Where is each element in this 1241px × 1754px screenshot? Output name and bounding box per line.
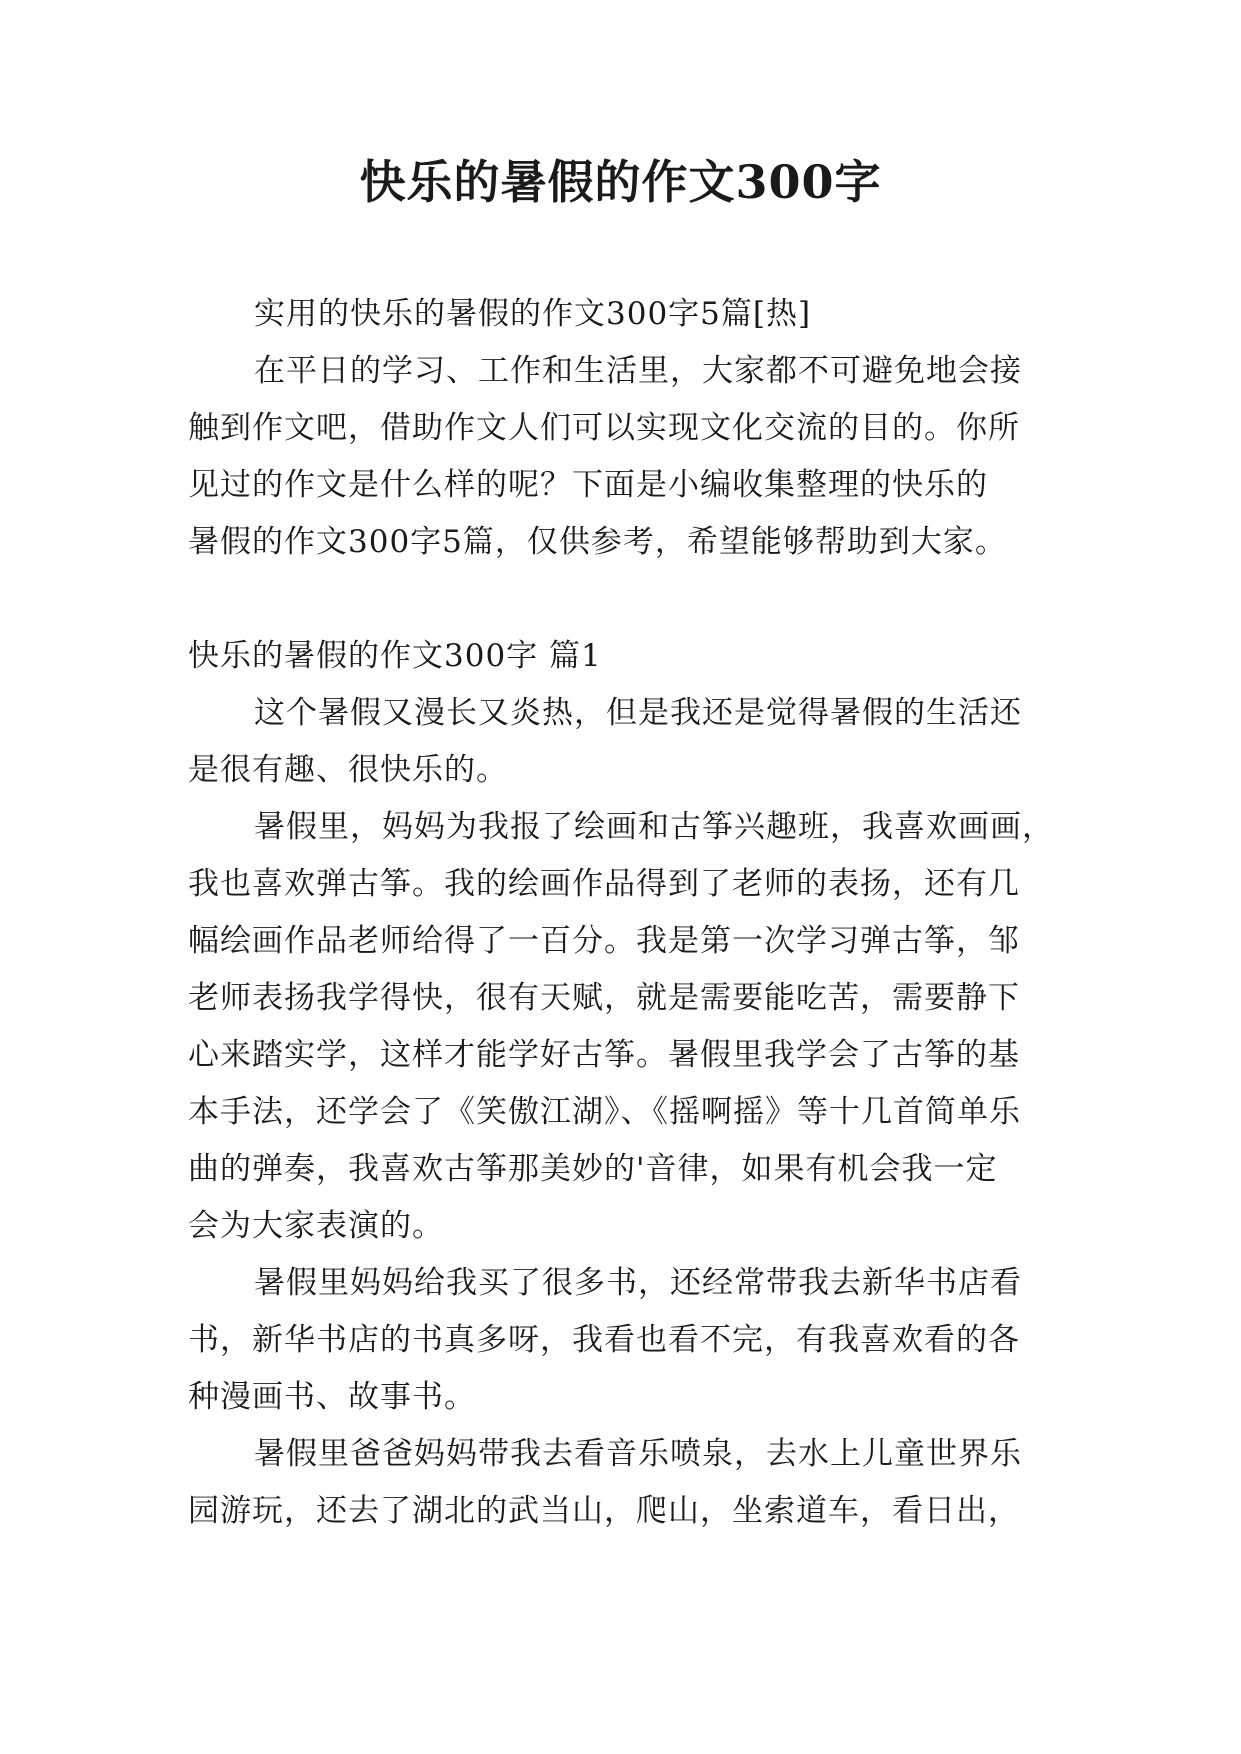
paragraph-line: 这个暑假又漫长又炎热，但是我还是觉得暑假的生活还 xyxy=(254,695,1022,731)
paragraph-line: 暑假里妈妈给我买了很多书，还经常带我去新华书店看 xyxy=(254,1265,1022,1301)
paragraph-line: 种漫画书、故事书。 xyxy=(188,1379,476,1415)
intro-paragraph xyxy=(188,343,1088,571)
paragraph-line: 老师表扬我学得快，很有天赋，就是需要能吃苦，需要静下 xyxy=(188,980,1020,1016)
intro-heading: 实用的快乐的暑假的作文300字5篇[热] xyxy=(254,296,812,332)
paragraph-line: 我也喜欢弹古筝。我的绘画作品得到了老师的表扬，还有几 xyxy=(188,866,1020,902)
paragraph-4 xyxy=(188,1426,1088,1540)
paragraph-line: 心来踏实学，这样才能学好古筝。暑假里我学会了古筝的基 xyxy=(188,1037,1020,1073)
paragraph-line: 暑假里爸爸妈妈带我去看音乐喷泉，去水上儿童世界乐 xyxy=(254,1436,1022,1472)
paragraph-line: 本手法，还学会了《笑傲江湖》、《摇啊摇》等十几首简单乐 xyxy=(188,1094,1021,1130)
paragraph-3 xyxy=(188,1255,1088,1426)
intro-line: 在平日的学习、工作和生活里，大家都不可避免地会接 xyxy=(254,353,1022,389)
intro-line: 暑假的作文300字5篇，仅供参考，希望能够帮助到大家。 xyxy=(188,524,1007,560)
paragraph-1 xyxy=(188,685,1088,799)
document-title: 快乐的暑假的作文300字 xyxy=(359,155,882,209)
intro-line: 触到作文吧，借助作文人们可以实现文化交流的目的。你所 xyxy=(188,410,1020,446)
paragraph-line: 书，新华书店的书真多呀，我看也看不完，有我喜欢看的各 xyxy=(188,1322,1020,1358)
document-body xyxy=(188,286,1088,1540)
paragraph-line: 园游玩，还去了湖北的武当山，爬山，坐索道车，看日出， xyxy=(188,1493,1020,1529)
section-heading: 快乐的暑假的作文300字 篇1 xyxy=(188,638,602,674)
paragraph-line: 曲的弹奏，我喜欢古筝那美妙的'音律，如果有机会我一定 xyxy=(188,1151,998,1187)
paragraph-2 xyxy=(188,799,1088,1255)
paragraph-line: 暑假里，妈妈为我报了绘画和古筝兴趣班，我喜欢画画， xyxy=(254,809,1054,845)
paragraph-line: 幅绘画作品老师给得了一百分。我是第一次学习弹古筝，邹 xyxy=(188,923,1020,959)
paragraph-gap xyxy=(188,571,1088,628)
paragraph-line: 是很有趣、很快乐的。 xyxy=(188,752,508,788)
paragraph-line: 会为大家表演的。 xyxy=(188,1208,444,1244)
intro-line: 见过的作文是什么样的呢？下面是小编收集整理的快乐的 xyxy=(188,467,988,503)
